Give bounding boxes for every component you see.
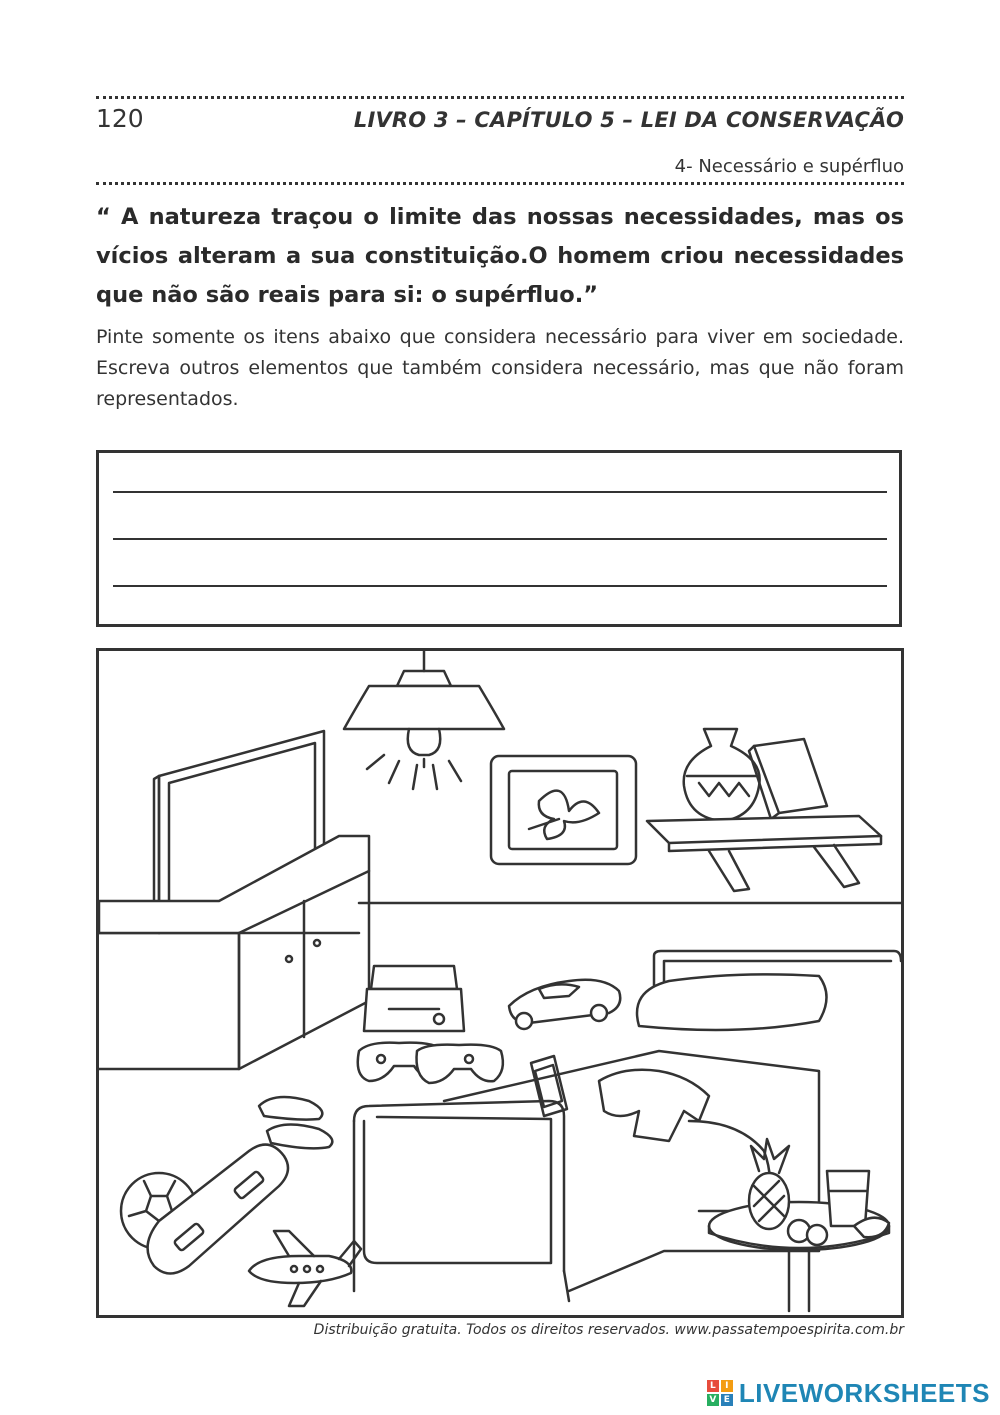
liveworksheets-logo-icon — [707, 1380, 733, 1406]
instruction-text: Pinte somente os itens abaixo que considera necessário para viver em sociedade. Escreva outros elementos que também considera necessário, mas que não foram representados. — [96, 326, 904, 410]
logo-letter-i: I — [721, 1380, 733, 1392]
game-console — [364, 966, 464, 1031]
answer-line-3[interactable] — [113, 585, 887, 587]
logo-letter-e: E — [721, 1394, 733, 1406]
header-dotted-rule — [96, 182, 904, 185]
pineapple — [749, 1139, 789, 1229]
top-dotted-rule — [96, 96, 904, 99]
section-title: 4- Necessário e supérfluo — [674, 156, 904, 177]
bedroom-illustration — [96, 648, 904, 1318]
toy-car — [509, 980, 620, 1029]
vase — [684, 729, 760, 821]
flip-flops — [259, 1097, 332, 1148]
book-chapter-title: LIVRO 3 – CAPÍTULO 5 – LEI DA CONSERVAÇÃO — [353, 108, 904, 132]
pillow — [637, 974, 827, 1030]
answer-line-1[interactable] — [113, 491, 887, 493]
quote-text: “ A natureza traçou o limite das nossas necessidades, mas os vícios alteram a sua constituição.O homem criou necessidades que não são reais para si: o supérfluo.” — [96, 204, 904, 308]
page-number: 120 — [96, 104, 144, 133]
footer-credit: Distribuição gratuita. Todos os direitos reservados. www.passatempoespirita.com.br — [313, 1322, 904, 1338]
answer-box[interactable] — [96, 450, 902, 627]
ceiling-lamp — [344, 651, 504, 789]
framed-butterfly-picture — [491, 756, 636, 864]
clothes — [599, 1070, 770, 1211]
game-controllers — [358, 1043, 503, 1083]
wall-shelf — [647, 816, 881, 891]
logo-letter-v: V — [707, 1394, 719, 1406]
logo-letter-l: L — [707, 1380, 719, 1392]
liveworksheets-logo[interactable] — [707, 1378, 990, 1408]
toy-airplane — [249, 1231, 361, 1306]
liveworksheets-logo-text: LIVEWORKSHEETS — [738, 1377, 990, 1408]
answer-line-2[interactable] — [113, 538, 887, 540]
glass-of-juice — [827, 1171, 869, 1226]
